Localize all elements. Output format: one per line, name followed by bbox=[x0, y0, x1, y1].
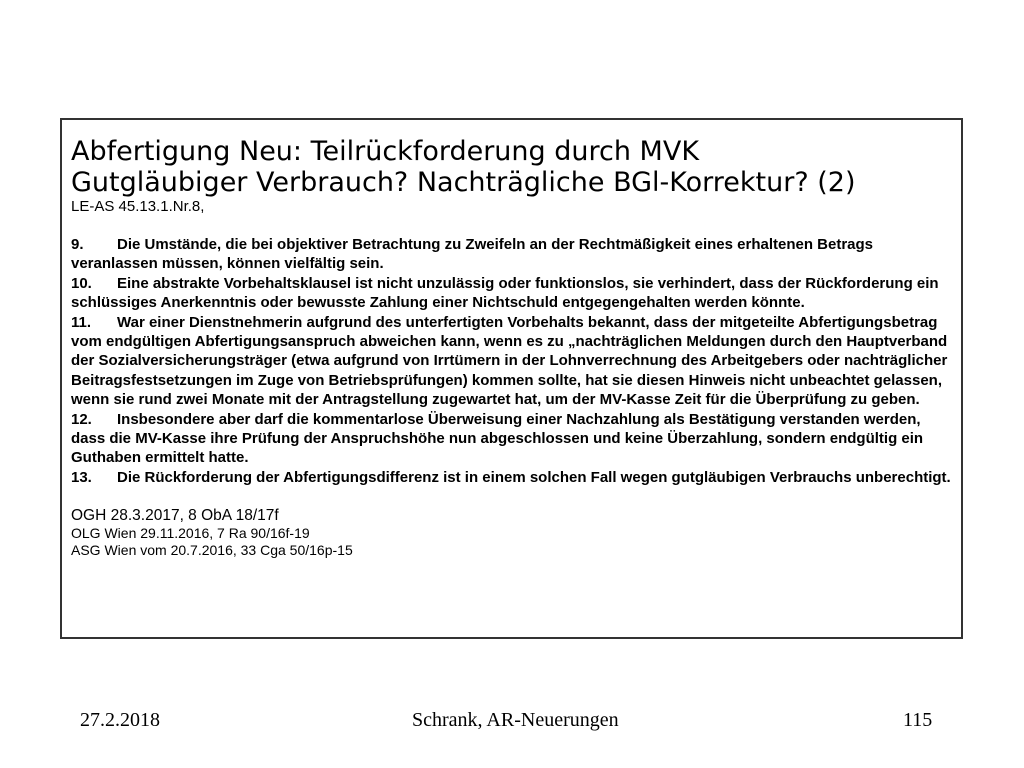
paragraph-text: Insbesondere aber darf die kommentarlose Überweisung einer Nachzahlung als Bestätigung verstanden werden, dass die MV-Kasse ihre Prüfung der Anspruchshöhe nun abgeschlossen und keine Überzahlung, sondern endgültig ein Guthaben ermittelt hatte. bbox=[71, 410, 924, 467]
citation-ogh: OGH 28.3.2017, 8 ObA 18/17f bbox=[71, 507, 279, 525]
paragraph-12 bbox=[71, 410, 951, 468]
paragraph-11 bbox=[71, 313, 951, 410]
spacer bbox=[71, 216, 951, 235]
slide-content-box bbox=[60, 118, 963, 639]
citation-asg: ASG Wien vom 20.7.2016, 33 Cga 50/16p-15 bbox=[71, 542, 353, 559]
numbered-paragraphs bbox=[71, 235, 951, 487]
slide-title-line-2: Gutgläubiger Verbrauch? Nachträgliche BGl-Korrektur? (2) bbox=[71, 167, 856, 198]
slide-title-line-1: Abfertigung Neu: Teilrückforderung durch MVK bbox=[71, 136, 700, 167]
paragraph-number: 10. bbox=[71, 274, 92, 292]
footer-date: 27.2.2018 bbox=[80, 709, 160, 731]
legal-reference: LE-AS 45.13.1.Nr.8, bbox=[71, 198, 205, 215]
paragraph-number: 12. bbox=[71, 410, 92, 428]
paragraph-text: Die Rückforderung der Abfertigungsdifferenz ist in einem solchen Fall wegen gutgläubigen Verbrauchs unberechtigt. bbox=[117, 468, 951, 486]
case-citations bbox=[71, 506, 951, 559]
paragraph-number: 11. bbox=[71, 313, 92, 331]
paragraph-text: War einer Dienstnehmerin aufgrund des unterfertigten Vorbehalts bekannt, dass der mitgeteilte Abfertigungsbetrag vom endgültigen Abfertigungsanspruch abweichen kann, wenn es zu „nachträglichen Meldungen durch den Hauptverband der Sozialversicherungsträger (etwa aufgrund von Irrtümern in der Lohnverrechnung des Arbeitgebers oder nachträglicher Beitragsfestsetzungen im Zuge von Betriebsprüfungen) kommen sollte, hat sie diesen Hinweis nicht unbeachtet gelassen, wenn sie rund zwei Monate mit der Antragstellung zugewartet hat, um der MV-Kasse Zeit für die Überprüfung zu geben. bbox=[71, 313, 948, 409]
paragraph-9 bbox=[71, 235, 951, 274]
paragraph-text: Eine abstrakte Vorbehaltsklausel ist nicht unzulässig oder funktionslos, sie verhindert, dass der Rückforderung ein schlüssiges Anerkenntnis oder bewusste Zahlung einer Nichtschuld entgegengehalten werden könnte. bbox=[71, 274, 939, 312]
paragraph-13 bbox=[71, 468, 951, 487]
footer-author-title: Schrank, AR-Neuerungen bbox=[412, 709, 619, 731]
footer-page-number: 115 bbox=[903, 709, 933, 731]
paragraph-10 bbox=[71, 274, 951, 313]
citation-olg: OLG Wien 29.11.2016, 7 Ra 90/16f-19 bbox=[71, 525, 310, 542]
paragraph-number: 9. bbox=[71, 236, 84, 253]
paragraph-number: 13. bbox=[71, 468, 92, 486]
paragraph-text: Die Umstände, die bei objektiver Betrachtung zu Zweifeln an der Rechtmäßigkeit eines erhaltenen Betrags veranlassen müssen, können vielfältig sein. bbox=[71, 236, 874, 273]
